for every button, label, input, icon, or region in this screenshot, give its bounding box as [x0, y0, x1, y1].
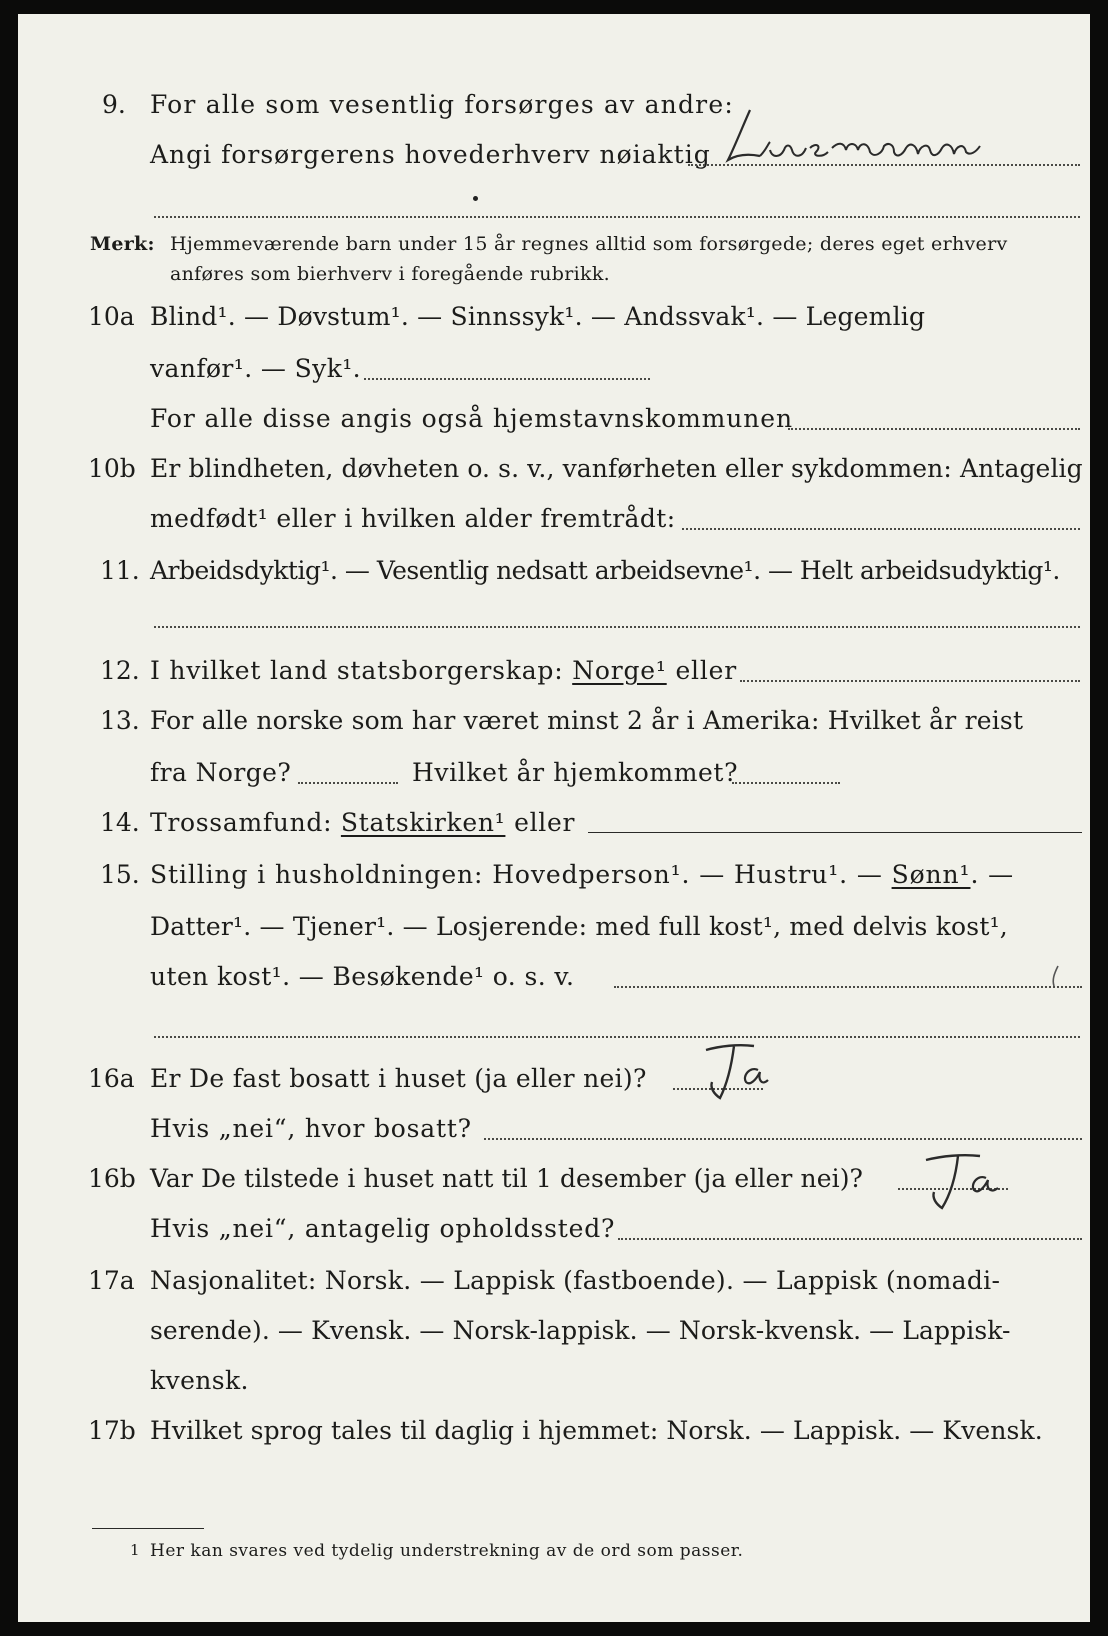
- question-12-prefix: I hvilket land statsborgerskap:: [150, 656, 564, 685]
- question-13-line-2b: Hvilket år hjemkommet?: [412, 758, 739, 787]
- question-12-suffix: eller: [675, 656, 737, 685]
- question-17a-line-1: Nasjonalitet: Norsk. — Lappisk (fastboende). — Lappisk (nomadi-: [150, 1266, 1001, 1295]
- question-9-number: 9.: [102, 90, 126, 119]
- handwritten-answer-9: [698, 98, 1058, 178]
- answer-line-12: [740, 680, 1080, 682]
- note-line-2: anføres som bierhverv i foregående rubrikk.: [170, 263, 610, 285]
- answer-line-9b: [154, 216, 1080, 218]
- census-form-page: [18, 14, 1090, 1622]
- question-14-prefix: Trossamfund:: [150, 808, 333, 837]
- footnote-mark: 1: [130, 1541, 140, 1559]
- question-15-options: Stilling i husholdningen: Hovedperson¹. — Hustru¹. —: [150, 860, 883, 889]
- answer-line-16a-where: [484, 1138, 1082, 1140]
- note-label: Merk:: [90, 233, 155, 255]
- handwritten-answer-16b: [918, 1148, 1028, 1218]
- question-11-line-1: Arbeidsdyktig¹. — Vesentlig nedsatt arbeidsevne¹. — Helt arbeidsudyktig¹.: [150, 556, 1060, 585]
- question-15-line-1: [150, 860, 1014, 890]
- question-15-selected: Sønn¹: [891, 860, 971, 889]
- question-10b-line-2: medfødt¹ eller i hvilken alder fremtrådt:: [150, 504, 676, 533]
- answer-line-15: [614, 986, 1082, 988]
- question-12-text: [150, 656, 737, 686]
- question-10a-line-1: Blind¹. — Døvstum¹. — Sinnssyk¹. — Andssvak¹. — Legemlig: [150, 302, 926, 331]
- answer-line-14: [588, 832, 1082, 833]
- answer-line-11: [154, 626, 1080, 628]
- question-16b-line-1: Var De tilstede i huset natt til 1 desember (ja eller nei)?: [150, 1164, 864, 1193]
- question-14-selected: Statskirken¹: [340, 808, 506, 837]
- answer-line-10b: [682, 528, 1080, 530]
- question-12-number: 12.: [100, 656, 140, 685]
- ink-dot: [473, 196, 478, 201]
- handwritten-tick-15: [1046, 962, 1066, 992]
- question-17b-number: 17b: [88, 1416, 136, 1445]
- note-line-1: Hjemmeværende barn under 15 år regnes alltid som forsørgede; deres eget erhverv: [170, 233, 1008, 255]
- question-12-selected: Norge¹: [572, 656, 667, 685]
- question-10a-line-2: vanfør¹. — Syk¹.: [150, 354, 362, 383]
- answer-line-13-departed: [298, 782, 398, 784]
- footnote-rule: [92, 1528, 204, 1529]
- question-17b-line-1: Hvilket sprog tales til daglig i hjemmet: Norsk. — Lappisk. — Kvensk.: [150, 1416, 1043, 1445]
- question-16a-line-2: Hvis „nei“, hvor bosatt?: [150, 1114, 472, 1143]
- answer-line-13-returned: [732, 782, 840, 784]
- answer-line-10a-home: [788, 428, 1080, 430]
- question-17a-number: 17a: [88, 1266, 135, 1295]
- question-15-dash: . —: [970, 860, 1015, 889]
- question-16a-number: 16a: [88, 1064, 135, 1093]
- answer-line-10a: [364, 378, 650, 380]
- question-16a-line-1: Er De fast bosatt i huset (ja eller nei)?: [150, 1064, 647, 1093]
- question-11-number: 11.: [100, 556, 140, 585]
- question-15-line-2: Datter¹. — Tjener¹. — Losjerende: med full kost¹, med delvis kost¹,: [150, 912, 1008, 941]
- question-10b-number: 10b: [88, 454, 136, 483]
- question-15-number: 15.: [100, 860, 140, 889]
- question-9-line-1: For alle som vesentlig forsørges av andre:: [150, 90, 734, 119]
- question-17a-line-2: serende). — Kvensk. — Norsk-lappisk. — Norsk-kvensk. — Lappisk-: [150, 1316, 1011, 1345]
- question-13-number: 13.: [100, 706, 140, 735]
- answer-line-16b-where: [618, 1238, 1082, 1240]
- question-14-number: 14.: [100, 808, 140, 837]
- question-13-line-2a: fra Norge?: [150, 758, 292, 787]
- question-16b-line-2: Hvis „nei“, antagelig opholdssted?: [150, 1214, 616, 1243]
- question-10b-line-1: Er blindheten, døvheten o. s. v., vanførheten eller sykdommen: Antagelig: [150, 454, 1083, 483]
- handwritten-answer-16a: [698, 1036, 788, 1106]
- footnote-text: Her kan svares ved tydelig understrekning av de ord som passer.: [150, 1541, 744, 1561]
- question-13-line-1: For alle norske som har været minst 2 år i Amerika: Hvilket år reist: [150, 706, 1024, 735]
- question-14-suffix: eller: [514, 808, 576, 837]
- question-10a-number: 10a: [88, 302, 135, 331]
- question-14-text: [150, 808, 575, 838]
- question-16b-number: 16b: [88, 1164, 136, 1193]
- answer-line-15b: [154, 1036, 1080, 1038]
- question-10a-line-3: For alle disse angis også hjemstavnskommunen: [150, 404, 793, 433]
- question-15-line-3: uten kost¹. — Besøkende¹ o. s. v.: [150, 962, 575, 991]
- question-17a-line-3: kvensk.: [150, 1366, 249, 1395]
- question-9-line-2: Angi forsørgerens hovederhverv nøiaktig: [150, 140, 711, 169]
